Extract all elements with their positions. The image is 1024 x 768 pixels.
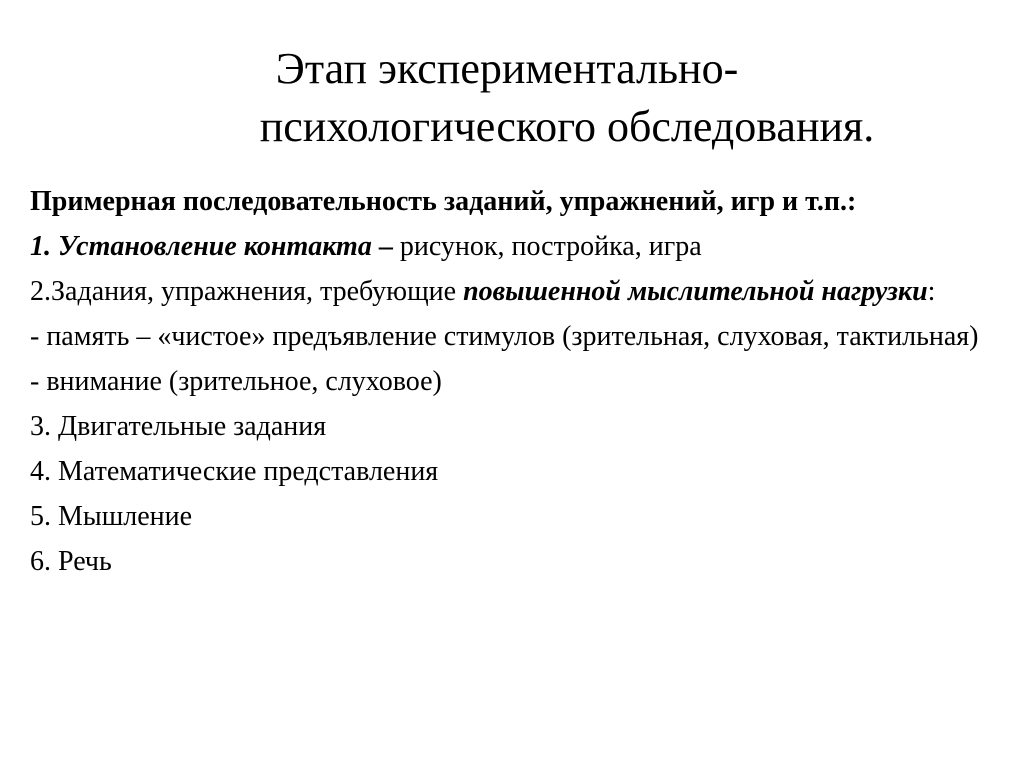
item-contact-emphasis: 1. Установление контакта (30, 231, 372, 262)
slide-title (0, 40, 1024, 156)
slide-content (30, 184, 990, 589)
title-line-2: психологического обследования. (259, 102, 875, 151)
item-contact-dash: – (371, 231, 400, 262)
item-tasks-lead: 2.Задания, упражнения, требующие (30, 276, 464, 307)
list-item-memory: - память – «чистое» предъявление стимулов (зрительная, слуховая, тактильная) (30, 321, 979, 352)
list-item-thinking: 5. Мышление (30, 501, 193, 532)
item-tasks-tail: : (927, 276, 936, 307)
item-tasks-emphasis: повышенной мыслительной нагрузки (463, 276, 928, 307)
title-line-1: Этап экспериментально- (275, 44, 739, 93)
list-item-speech: 6. Речь (30, 546, 112, 577)
list-item-math: 4. Математические представления (30, 456, 439, 487)
list-item-contact (30, 229, 990, 264)
list-item-motor: 3. Двигательные задания (30, 411, 327, 442)
list-item-tasks (30, 274, 990, 309)
intro-text: Примерная последовательность заданий, упражнений, игр и т.п.: (30, 186, 857, 217)
item-contact-rest: рисунок, постройка, игра (399, 231, 702, 262)
list-item-attention: - внимание (зрительное, слуховое) (30, 366, 442, 397)
